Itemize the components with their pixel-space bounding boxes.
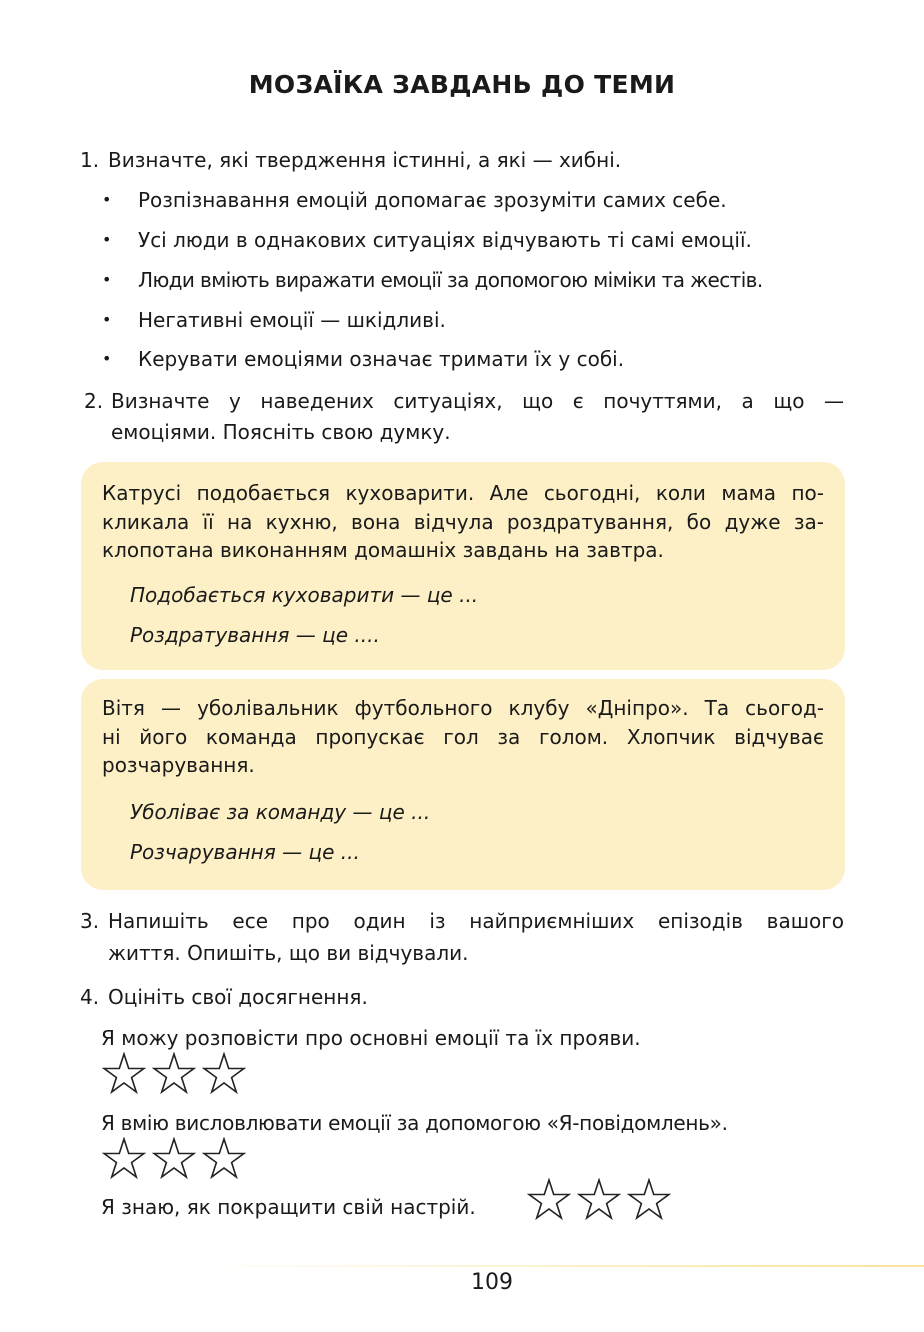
- task-1-text: Визначте, які твердження істинні, а які — хибні.: [108, 148, 622, 172]
- situation-1-line: Катрусі подобається куховарити. Але сьогодні, коли мама по-: [102, 481, 824, 505]
- task-3-line-1: Напишіть есе про один із найприємніших епізодів вашого: [108, 909, 844, 933]
- bullet-icon: •: [102, 349, 112, 368]
- statement-4: Негативні емоції — шкідливі.: [138, 308, 446, 332]
- task-1-number: 1.: [80, 148, 100, 172]
- self-assessment-2: Я вмію висловлювати емоції за допомогою «Я-повідомлень».: [101, 1111, 728, 1135]
- rating-stars-3: [527, 1178, 671, 1222]
- task-2-line-2: емоціями. Поясніть свою думку.: [111, 420, 451, 444]
- footer-divider: [180, 1265, 924, 1267]
- situation-1-line: клопотана виконанням домашніх завдань на завтра.: [102, 538, 664, 562]
- outline-star-icon[interactable]: [102, 1137, 146, 1181]
- self-assessment-1: Я можу розповісти про основні емоції та їх прояви.: [101, 1026, 641, 1050]
- outline-star-icon[interactable]: [102, 1052, 146, 1096]
- situation-2-prompt-2: Розчарування — це ...: [130, 840, 360, 864]
- situation-2-text: [102, 694, 824, 780]
- situation-2-line: Вітя — уболівальник футбольного клубу «Дніпро». Та сьогод-: [102, 696, 824, 720]
- outline-star-icon[interactable]: [152, 1052, 196, 1096]
- self-assessment-3: Я знаю, як покращити свій настрій.: [101, 1195, 476, 1219]
- situation-1-text: [102, 479, 824, 565]
- task-2-number: 2.: [84, 389, 104, 413]
- situation-1-prompt-2: Роздратування — це ....: [130, 623, 380, 647]
- outline-star-icon[interactable]: [202, 1137, 246, 1181]
- outline-star-icon[interactable]: [202, 1052, 246, 1096]
- situation-box-2: [81, 679, 845, 890]
- task-3-line-2: життя. Опишіть, що ви відчували.: [108, 941, 469, 965]
- statement-5: Керувати емоціями означає тримати їх у собі.: [138, 347, 625, 371]
- situation-2-prompt-1: Уболіває за команду — це ...: [130, 800, 431, 824]
- situation-1-line: кликала її на кухню, вона відчула роздратування, бо дуже за-: [102, 509, 824, 534]
- situation-2-line: ні його команда пропускає гол за голом. Хлопчик відчуває: [102, 724, 824, 749]
- page-number: 109: [471, 1270, 513, 1295]
- bullet-icon: •: [102, 230, 112, 249]
- page-title: МОЗАЇКА ЗАВДАНЬ ДО ТЕМИ: [248, 70, 676, 99]
- situation-1-prompt-1: Подобається куховарити — це ...: [130, 583, 479, 607]
- task-4-number: 4.: [80, 985, 100, 1009]
- outline-star-icon[interactable]: [152, 1137, 196, 1181]
- situation-2-line: розчарування.: [102, 753, 255, 777]
- rating-stars-1: [102, 1052, 246, 1096]
- bullet-icon: •: [102, 310, 112, 329]
- task-2-line-1: Визначте у наведених ситуаціях, що є почуттями, а що —: [111, 389, 844, 413]
- outline-star-icon[interactable]: [577, 1178, 621, 1222]
- task-4-text: Оцініть свої досягнення.: [108, 985, 368, 1009]
- statement-1: Розпізнавання емоцій допомагає зрозуміти самих себе.: [138, 188, 727, 212]
- rating-stars-2: [102, 1137, 246, 1181]
- task-3-number: 3.: [80, 909, 100, 933]
- situation-box-1: [81, 462, 845, 670]
- bullet-icon: •: [102, 270, 112, 289]
- bullet-icon: •: [102, 190, 112, 209]
- statement-2: Усі люди в однакових ситуаціях відчувають ті самі емоції.: [138, 228, 752, 252]
- outline-star-icon[interactable]: [527, 1178, 571, 1222]
- outline-star-icon[interactable]: [627, 1178, 671, 1222]
- statement-3: Люди вміють виражати емоції за допомогою міміки та жестів.: [138, 268, 763, 292]
